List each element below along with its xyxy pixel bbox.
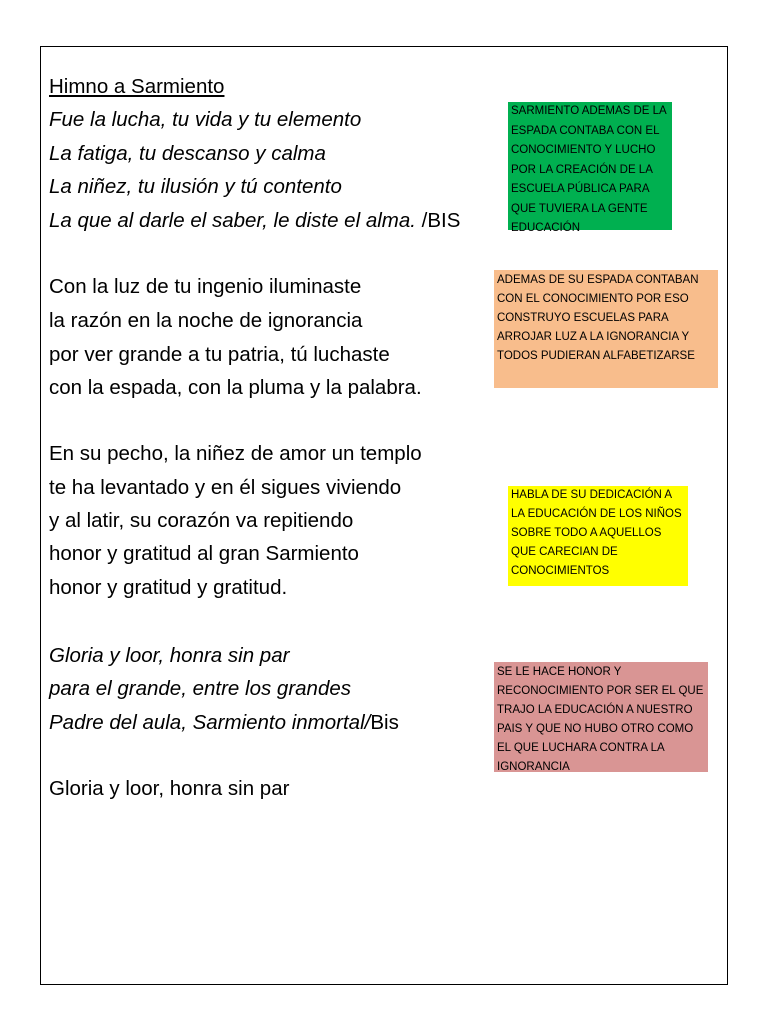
stanza2-line-2: la razón en la noche de ignorancia: [49, 309, 363, 332]
stanza3-line-1: En su pecho, la niñez de amor un templo: [49, 442, 422, 465]
chorus-line-1: Gloria y loor, honra sin par: [49, 644, 290, 667]
stanza3-line-3: y al latir, su corazón va repitiendo: [49, 509, 354, 532]
chorus-line-3: [49, 710, 399, 736]
chorus-line-3-text: Padre del aula, Sarmiento inmortal/: [49, 711, 371, 734]
note-yellow: HABLA DE SU DEDICACIÓN A LA EDUCACIÓN DE LOS NIÑOS SOBRE TODO A AQUELLOS QUE CARECIAN DE CONOCIMIENTOS: [508, 486, 688, 586]
closing-line: Gloria y loor, honra sin par: [49, 777, 290, 800]
stanza1-line-3: La niñez, tu ilusión y tú contento: [49, 175, 342, 198]
chorus-line-2: para el grande, entre los grandes: [49, 677, 352, 700]
note-pink: SE LE HACE HONOR Y RECONOCIMIENTO POR SER EL QUE TRAJO LA EDUCACIÓN A NUESTRO PAIS Y QUE NO HUBO OTRO COMO EL QUE LUCHARA CONTRA LA IGNORANCIA: [494, 662, 708, 772]
stanza1-line-2: La fatiga, tu descanso y calma: [49, 142, 326, 165]
note-green: SARMIENTO ADEMAS DE LA ESPADA CONTABA CON EL CONOCIMIENTO Y LUCHO POR LA CREACIÓN DE LA ESCUELA PÚBLICA PARA QUE TUVIERA LA GENTE EDUCACIÓN: [508, 102, 672, 230]
stanza3-line-2: te ha levantado y en él sigues viviendo: [49, 476, 402, 499]
note-orange: ADEMAS DE SU ESPADA CONTABAN CON EL CONOCIMIENTO POR ESO CONSTRUYO ESCUELAS PARA ARROJAR LUZ A LA IGNORANCIA Y TODOS PUDIERAN ALFABETIZARSE: [494, 270, 718, 388]
stanza1-line-4-text: La que al darle el saber, le diste el alma.: [49, 209, 416, 232]
stanza3-line-4: honor y gratitud al gran Sarmiento: [49, 542, 359, 565]
stanza1-repeat-mark: /BIS: [415, 209, 461, 232]
stanza2-line-3: por ver grande a tu patria, tú luchaste: [49, 343, 390, 366]
chorus-repeat-mark: Bis: [370, 711, 399, 734]
stanza3-line-5: honor y gratitud y gratitud.: [49, 576, 288, 599]
stanza1-line-1: Fue la lucha, tu vida y tu elemento: [49, 108, 362, 131]
stanza1-line-4: [49, 208, 460, 234]
document-title: Himno a Sarmiento: [49, 75, 225, 98]
stanza2-line-1: Con la luz de tu ingenio iluminaste: [49, 275, 362, 298]
stanza2-line-4: con la espada, con la pluma y la palabra.: [49, 376, 422, 399]
